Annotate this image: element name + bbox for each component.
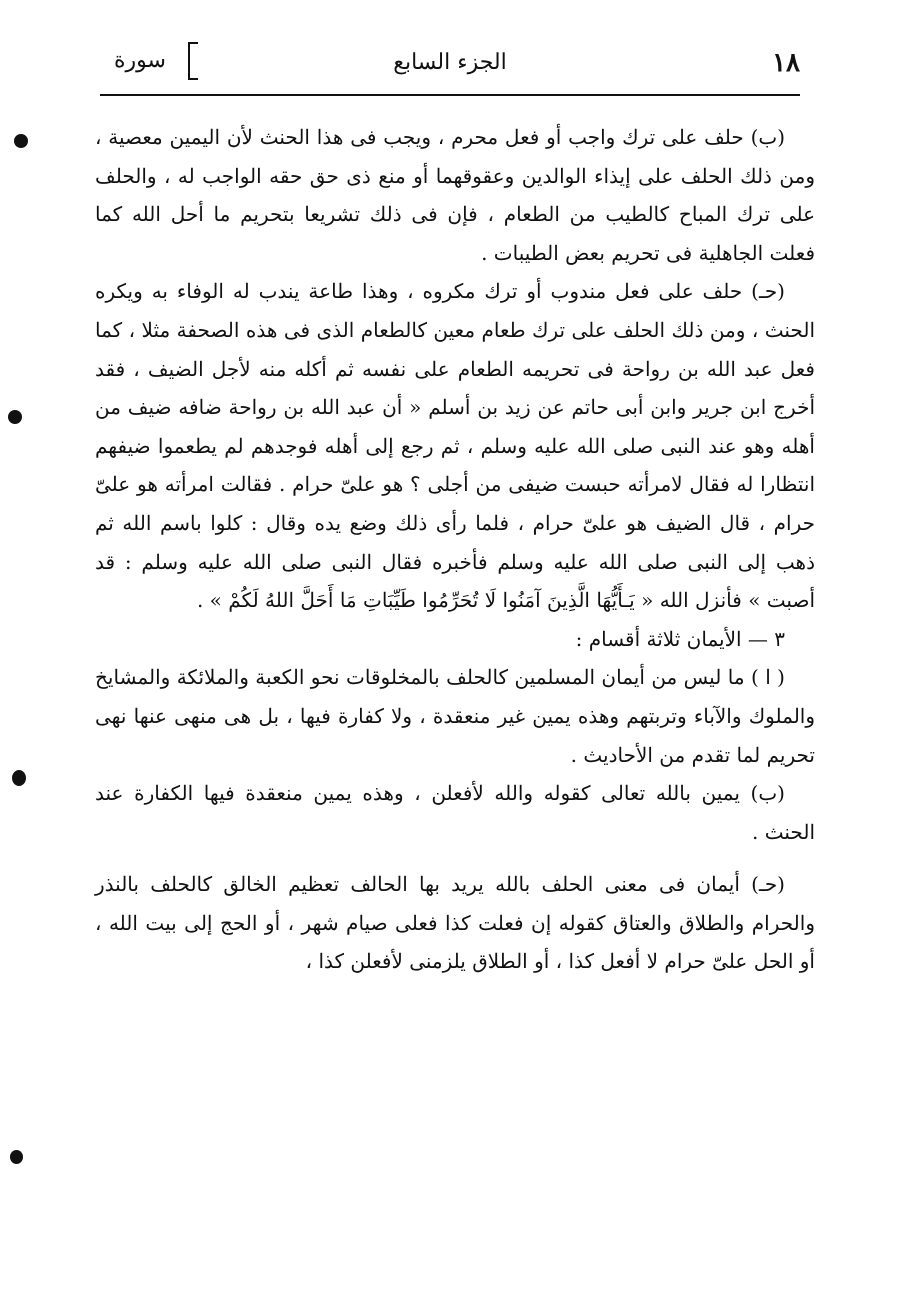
paragraph-b-forbidden-oath: (ب) حلف على ترك واجب أو فعل محرم ، ويجب فى هذا الحنث لأن اليمين معصية ، ومن ذلك الحلف على إيذاء الوالدين وعقوقهما أو منع ذى حق حقه الواجب له ، والحلف على ترك المباح كالطيب من الطعام ، فإن فى ذلك تشريعا بتحريم ما أحل الله كما فعلت الجاهلية فى تحريم بعض الطيبات . xyxy=(95,125,815,265)
page-header xyxy=(100,40,800,96)
scan-ink-spot xyxy=(12,770,26,786)
running-title: الجزء السابع xyxy=(393,50,507,75)
scan-ink-spot xyxy=(14,134,28,148)
header-rule xyxy=(100,94,800,96)
body-text xyxy=(95,118,815,981)
scan-ink-spot xyxy=(8,410,22,424)
scan-ink-spot xyxy=(10,1150,23,1164)
surah-bracket xyxy=(188,42,198,80)
paragraph-b-oath-by-god: (ب) يمين بالله تعالى كقوله والله لأفعلن ، وهذه يمين منعقدة فيها الكفارة عند الحنث . xyxy=(95,781,815,844)
paragraph-h-oath-in-meaning: (حـ) أيمان فى معنى الحلف بالله يريد بها الحالف تعظيم الخالق كالحلف بالنذر والحرام والطلاق والعتاق كقوله إن فعلت كذا فعلى صيام شهر ، أو الحج إلى بيت الله ، أو الحل علىّ حرام لا أفعل كذا ، أو الطلاق يلزمنى لأفعلن كذا ، xyxy=(95,872,815,974)
paragraph-a-non-muslim-oaths: ( ا ) ما ليس من أيمان المسلمين كالحلف بالمخلوقات نحو الكعبة والملائكة والمشايخ والملوك والآباء وتربتهم وهذه يمين غير منعقدة ، ولا كفارة فيها ، بل هى منهى عنها نهى تحريم لما تقدم من الأحاديث . xyxy=(95,665,815,767)
paragraph-h-recommended-oath: (حـ) حلف على فعل مندوب أو ترك مكروه ، وهذا طاعة يندب له الوفاء به ويكره الحنث ، ومن ذلك الحلف على ترك طعام معين كالطعام الذى فى هذه الصحفة مثلا ، كما فعل عبد الله بن رواحة فى تحريمه الطعام على نفسه ثم أكله منه لأجل الضيف ، فقد أخرج ابن جرير وابن أبى حاتم عن زيد بن أسلم « أن عبد الله بن رواحة ضافه ضيف من أهله وهو عند النبى صلى الله عليه وسلم ، ثم رجع إلى أهله فوجدهم لم يطعموا ضيفهم انتظارا له فقال لامرأته حبست ضيفى من أجلى ؟ هو علىّ حرام . فقالت امرأته هو علىّ حرام ، قال الضيف هو علىّ حرام ، فلما رأى ذلك وضع يده وقال : كلوا باسم الله ثم ذهب إلى النبى صلى الله عليه وسلم فأخبره فقال النبى صلى الله عليه وسلم : قد أصبت » فأنزل الله « يَـأَيُّهَا الَّذِينَ آمَنُوا لَا تُحَرِّمُوا طَيِّبَاتِ مَا أَحَلَّ اللهُ لَكُمْ » . xyxy=(95,279,815,613)
section-heading-oath-types: ٣ — الأيمان ثلاثة أقسام : xyxy=(575,626,785,651)
surah-label: سورة xyxy=(114,48,166,73)
page-number: ١٨ xyxy=(772,48,800,78)
